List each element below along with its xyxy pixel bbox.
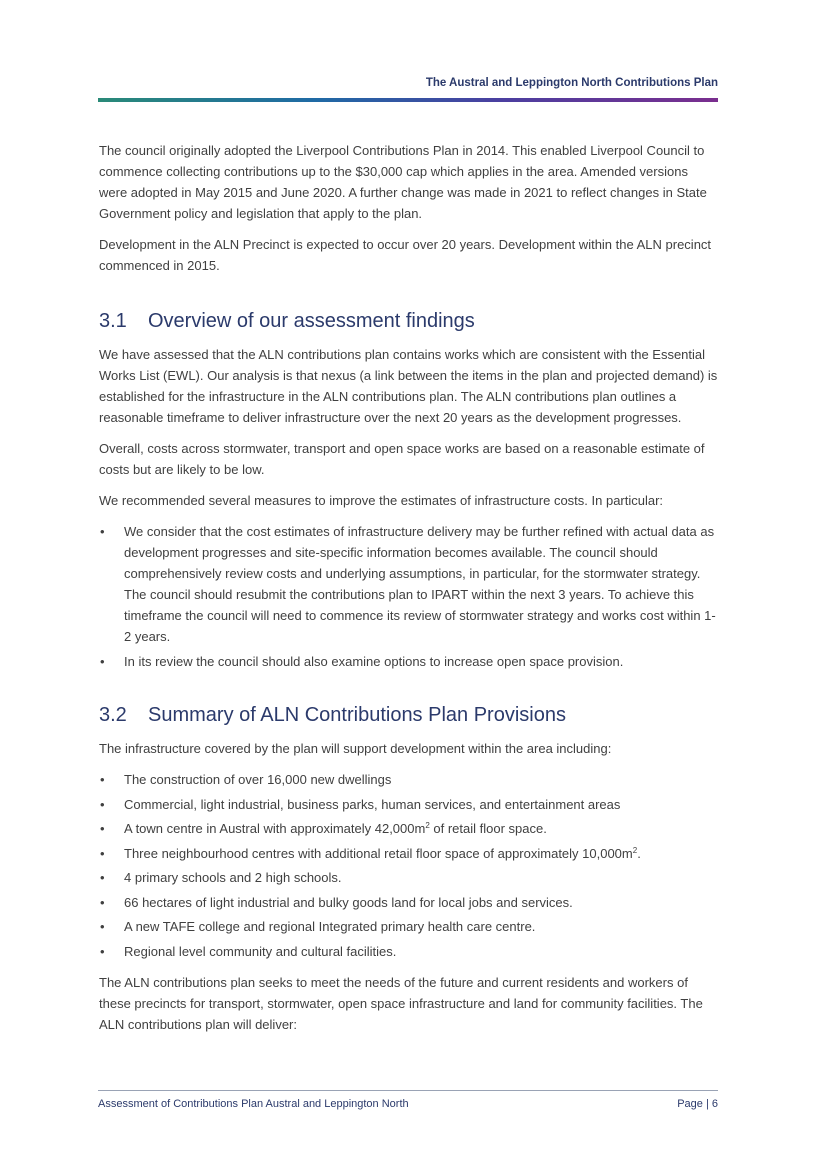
section-3-1-paragraph-3: We recommended several measures to improve the estimates of infrastructure costs. In particular: bbox=[99, 493, 664, 508]
header-divider bbox=[98, 98, 718, 102]
intro-paragraph-2: Development in the ALN Precinct is expected to occur over 20 years. Development within the ALN precinct commenced in 2015. bbox=[99, 237, 712, 273]
page-number: Page | 6 bbox=[677, 1098, 718, 1110]
list-item: • In its review the council should also examine options to increase open space provision. bbox=[99, 651, 719, 672]
provisions-list bbox=[99, 769, 719, 962]
footer-divider bbox=[98, 1090, 718, 1091]
footer-document-title: Assessment of Contributions Plan Austral and Leppington North bbox=[98, 1098, 409, 1110]
section-3-2-paragraph-1: The infrastructure covered by the plan will support development within the area including: bbox=[99, 741, 612, 756]
section-title: Overview of our assessment findings bbox=[148, 310, 475, 332]
list-item: • A new TAFE college and regional Integrated primary health care centre. bbox=[99, 916, 719, 937]
section-title: Summary of ALN Contributions Plan Provisions bbox=[148, 704, 566, 726]
intro-paragraph-1: The council originally adopted the Liverpool Contributions Plan in 2014. This enabled Liverpool Council to commence collecting contributions up to the $30,000 cap which applies in the area. Amended versions were adopted in May 2015 and June 2020. A further change was made in 2021 to reflect changes in State Government policy and legislation that apply to the plan. bbox=[99, 143, 707, 221]
list-item: • 4 primary schools and 2 high schools. bbox=[99, 867, 719, 888]
section-3-1-paragraph-1: We have assessed that the ALN contributions plan contains works which are consistent with the Essential Works List (EWL). Our analysis is that nexus (a link between the items in the plan and projected demand) is established for the infrastructure in the ALN contributions plan. The ALN contributions plan outlines a reasonable timeframe to deliver infrastructure over the next 20 years as the development progresses. bbox=[99, 347, 718, 425]
section-3-1-heading bbox=[99, 308, 719, 334]
list-item: • We consider that the cost estimates of infrastructure delivery may be further refined with actual data as development progresses and site-specific information becomes available. The council should comprehensively review costs and underlying assumptions, in particular, for the stormwater strategy. The council should resubmit the contributions plan to IPART within the next 3 years. To achieve this timeframe the council will need to commence its review of stormwater strategy and works cost within 1-2 years. bbox=[99, 521, 719, 647]
list-item: • The construction of over 16,000 new dwellings bbox=[99, 769, 719, 790]
page-body bbox=[99, 140, 719, 1045]
section-3-1-paragraph-2: Overall, costs across stormwater, transport and open space works are based on a reasonable estimate of costs but are likely to be low. bbox=[99, 441, 705, 477]
section-3-2-paragraph-2: The ALN contributions plan seeks to meet the needs of the future and current residents and workers of these precincts for transport, stormwater, open space infrastructure and land for community facilities. The ALN contributions plan will deliver: bbox=[99, 974, 703, 1032]
running-header: The Austral and Leppington North Contributions Plan bbox=[425, 77, 718, 89]
section-number: 3.2 bbox=[99, 704, 127, 726]
section-3-2-heading bbox=[99, 702, 719, 728]
list-item: • Three neighbourhood centres with additional retail floor space of approximately $10,000m^2$. bbox=[99, 843, 719, 864]
recommendations-list bbox=[99, 521, 719, 672]
list-item: • 66 hectares of light industrial and bulky goods land for local jobs and services. bbox=[99, 892, 719, 913]
list-item: • A town centre in Austral with approximately $42,000m^2$ of retail floor space. bbox=[99, 818, 719, 839]
list-item: • Regional level community and cultural facilities. bbox=[99, 941, 719, 962]
list-item: • Commercial, light industrial, business parks, human services, and entertainment areas bbox=[99, 794, 719, 815]
section-number: 3.1 bbox=[99, 310, 127, 332]
